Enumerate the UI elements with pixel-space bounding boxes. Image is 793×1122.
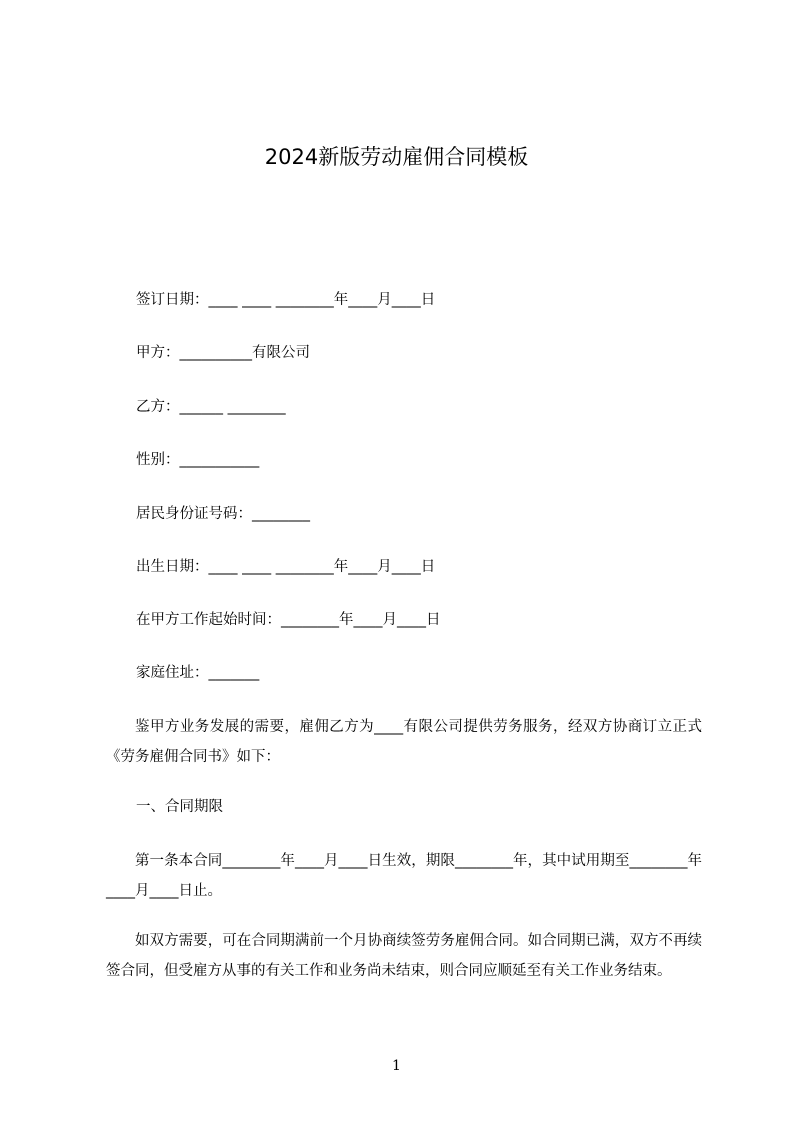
field-party-b: 乙方：______ ________ — [136, 399, 286, 415]
field-birth-date: 出生日期：____ ____ ________年____月____日 — [136, 559, 436, 575]
intro-paragraph: 鉴甲方业务发展的需要，雇佣乙方为____有限公司提供劳务服务，经双方协商订立正式《劳务雇佣合同书》如下： — [106, 719, 702, 765]
field-id-number: 居民身份证号码：________ — [136, 506, 310, 522]
article-1-paragraph: 第一条本合同________年____月____日生效，期限________年，其中试用期至________年____月____日止。 — [106, 853, 702, 899]
field-work-start: 在甲方工作起始时间：________年____月____日 — [136, 612, 441, 628]
field-address: 家庭住址：_______ — [136, 665, 260, 681]
field-party-a: 甲方：__________有限公司 — [136, 345, 310, 361]
document-title: 2024新版劳动雇佣合同模板 — [264, 145, 529, 169]
field-gender: 性别：___________ — [136, 452, 260, 468]
article-2-paragraph: 如双方需要，可在合同期满前一个月协商续签劳务雇佣合同。如合同期已满，双方不再续签合同，但受雇方从事的有关工作和业务尚未结束，则合同应顺延至有关工作业务结束。 — [106, 933, 702, 979]
page-number: 1 — [392, 1058, 401, 1074]
field-sign-date: 签订日期：____ ____ ________年____月____日 — [136, 292, 436, 308]
section-heading-term: 一、合同期限 — [136, 799, 223, 815]
